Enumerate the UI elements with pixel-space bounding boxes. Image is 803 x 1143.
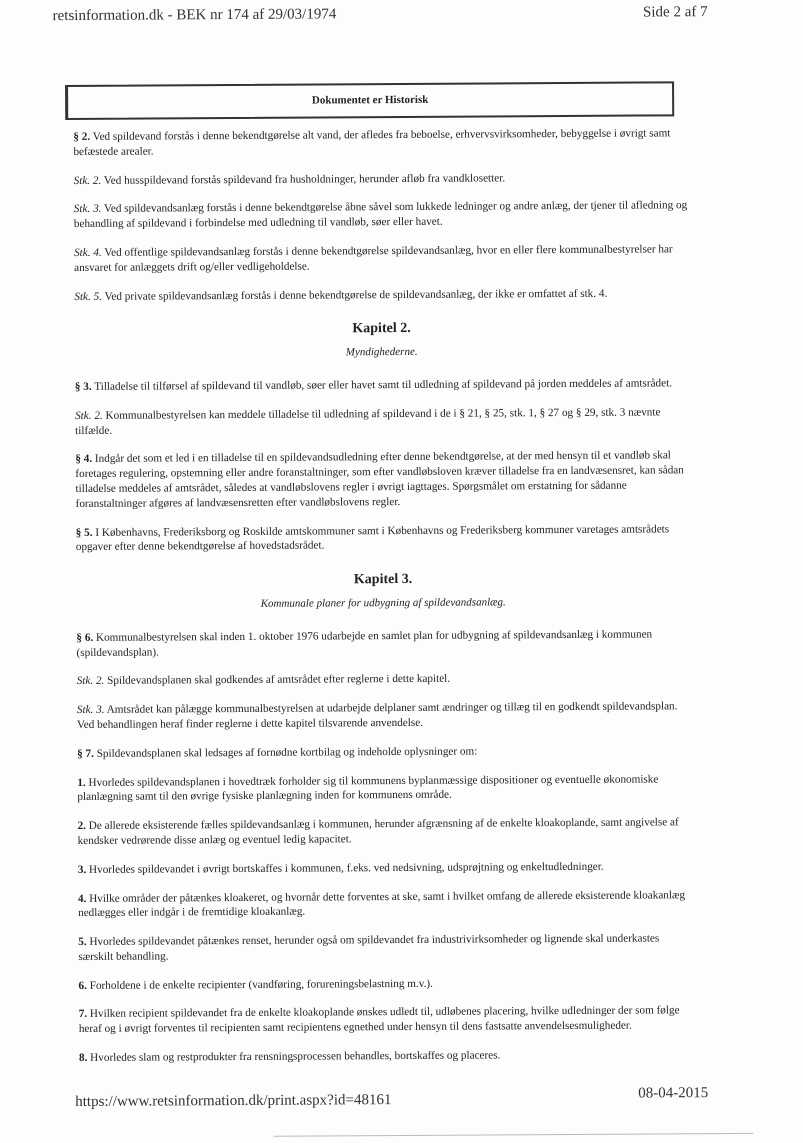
chapter-3-subtitle: Kommunale planer for udbygning af spildevandsanlæg. bbox=[260, 596, 506, 610]
paragraph-label: Stk. 5. bbox=[74, 290, 103, 303]
paragraph bbox=[77, 671, 691, 690]
paragraph bbox=[74, 286, 688, 305]
paragraph bbox=[76, 627, 690, 660]
paragraph-text: Kommunalbestyrelsen kan meddele tilladelse til udledning af spildevand i de i § 21, § 25, stk. 1, § 27 og § 29, stk. 3 nævnte tilfælde. bbox=[75, 406, 661, 437]
header-title: retsinformation.dk - BEK nr 174 af 29/03/1974 bbox=[52, 6, 337, 25]
paragraph-text: Ved spildevand forstås i denne bekendtgørelse alt vand, der afledes fra beboelse, erhvervsvirksomheder, bebyggelse i øvrigt samt befæstede arealer. bbox=[73, 127, 671, 158]
paragraph bbox=[73, 126, 687, 159]
paragraph-label: § 5. bbox=[75, 526, 93, 539]
chapter-2-body bbox=[75, 376, 690, 555]
paragraph-text: Hvorledes slam og restprodukter fra rensningsprocessen behandles, bortskaffes og placeres. bbox=[87, 1049, 501, 1064]
paragraph-text: I Københavns, Frederiksborg og Roskilde amtskommuner samt i Københavns og Frederiksberg kommuner varetages amtsrådets opgaver efter denne bekendtgørelse af hovedstadsrådet. bbox=[75, 522, 670, 554]
paragraph bbox=[78, 975, 692, 994]
paragraph-label: 4. bbox=[77, 892, 87, 905]
paragraph bbox=[74, 199, 688, 232]
paragraph-text: Tilladelse til tilførsel af spildevand til vandløb, søer eller havet samt til udledning af spildevand på jorden meddeles af amtsrådet. bbox=[91, 377, 673, 393]
historic-banner: Dokumentet er Historisk bbox=[65, 81, 674, 120]
paragraph-label: § 3. bbox=[74, 380, 92, 393]
paragraph bbox=[77, 772, 691, 805]
paragraph-label: § 7. bbox=[77, 747, 94, 760]
paragraph-label: Stk. 2. bbox=[75, 409, 103, 422]
paragraph-label: Stk. 2. bbox=[73, 174, 102, 187]
paragraph-text: Hvorledes spildevandsplanen i hovedtræk forholder sig til kommunens byplanmæssige dispositioner og eventuelle økonomiske planlægning samt til den øvrige fysiske planlægning inden for kommunens område. bbox=[77, 772, 659, 804]
paragraph bbox=[79, 1047, 693, 1066]
paragraph-label: Stk. 4. bbox=[74, 246, 102, 259]
paragraph-label: § 2. bbox=[73, 130, 91, 143]
paragraph-text: Spildevandsplanen skal godkendes af amtsrådet efter reglerne i dette kapitel. bbox=[104, 673, 451, 688]
paragraph-text: Ved spildevandsanlæg forstås i denne bekendtgørelse åbne såvel som lukkede ledninger og andre anlæg, der tjener til afledning og behandling af spildevand i forbindelse med udledning til vandløb, søer eller havet. bbox=[73, 199, 688, 231]
paragraph-label: 6. bbox=[78, 979, 87, 992]
paragraph bbox=[78, 931, 692, 964]
footer-url: https://www.retsinformation.dk/print.aspx?id=48161 bbox=[75, 1092, 392, 1110]
paragraph-label: Stk. 3. bbox=[76, 703, 105, 717]
paragraph-text: Ved private spildevandsanlæg forstås i denne bekendtgørelse de spildevandsanlæg, der ikke er omfattet af stk. 4. bbox=[101, 287, 608, 303]
paragraph-text: Kommunalbestyrelsen skal inden 1. oktober 1976 udarbejde en samlet plan for udbygning af spildevandsanlæg i kommunen (spildevandsplan). bbox=[76, 628, 653, 659]
paragraph-label: 1. bbox=[77, 776, 86, 789]
paragraph-text: Forholdene i de enkelte recipienter (vandføring, forureningsbelastning m.v.). bbox=[86, 977, 433, 992]
paragraph bbox=[78, 815, 692, 848]
paragraph-label: § 4. bbox=[75, 453, 93, 466]
paragraph bbox=[77, 743, 691, 762]
paragraph-label: 3. bbox=[77, 863, 87, 876]
paragraph-text: Hvilke områder der påtænkes kloakeret, og hvornår dette forventes at ske, samt i hvilket omfang de allerede eksisterende kloakanlæg nedlægges eller indgår i de fremtidige kloakanlæg. bbox=[78, 888, 686, 920]
paragraph bbox=[74, 242, 688, 275]
paragraph bbox=[77, 699, 691, 732]
chapter-2-title: Kapitel 2. bbox=[352, 321, 411, 337]
page-number: Side 2 af 7 bbox=[642, 4, 708, 21]
section-definitions bbox=[73, 126, 688, 304]
paragraph-label: 5. bbox=[78, 936, 87, 949]
paragraph-text: De allerede eksisterende fælles spildevandsanlæg i kommunen, herunder afgrænsning af de enkelte kloakoplande, samt angivelse af kendsker vedrørende disse anlæg og eventuel ledig kapacitet. bbox=[77, 816, 679, 847]
paragraph bbox=[75, 449, 689, 512]
scan-line bbox=[273, 1133, 753, 1137]
paragraph-label: 8. bbox=[78, 1051, 88, 1065]
paragraph-text: Ved husspildevand forstås spildevand fra husholdninger, herunder afløb fra vandklosetter. bbox=[101, 171, 506, 187]
paragraph-text: Amtsrådet kan pålægge kommunalbestyrelsen at udarbejde delplaner samt ændringer og tillæg til en godkendt spildevandsplan. Ved behandlingen heraf finder reglerne i dette kapitel tilsvarende anvendelse. bbox=[76, 700, 678, 731]
paragraph-text: Hvorledes spildevandet påtænkes renset, herunder også om spildevandet fra industrivirksomheder og lignende skal underkastes særskilt behandling. bbox=[78, 932, 660, 963]
paragraph bbox=[79, 1004, 693, 1037]
paragraph-label: Stk. 3. bbox=[73, 203, 102, 216]
paragraph bbox=[78, 859, 692, 878]
paragraph-text: Indgår det som et led i en tilladelse til en spildevandsudledning efter denne bekendtgørelse, at der med hensyn til et vandløb skal foretages regulering, opstemning eller andre foranstaltninger, som efter vandløbsloven kræver tilladelse fra en landvæsensret, kan sådan tilladelse meddeles af amtsrådet, således at vandløbslovens regler i øvrigt iagttages. Spørgsmålet om erstatning for sådanne foranstaltninger afgøres af landvæsensretten efter vandløbslovens regler. bbox=[75, 449, 684, 510]
paragraph bbox=[75, 376, 689, 395]
document-body bbox=[73, 126, 693, 1080]
paragraph-text: Hvilken recipient spildevandet fra de enkelte kloakoplande ønskes udledt til, udløbenes placering, hvilke udledninger der som følge heraf og i øvrigt forventes til recipienten samt recipientens egnethed under hensyn til dens fastsatte anvendelsesmuligheder. bbox=[78, 1004, 680, 1036]
paragraph-label: 2. bbox=[77, 820, 86, 833]
paragraph bbox=[74, 170, 688, 189]
paragraph bbox=[78, 888, 692, 921]
paragraph-text: Spildevandsplanen skal ledsages af fornødne kortbilag og indeholde oplysninger om: bbox=[93, 745, 478, 760]
paragraph bbox=[76, 522, 690, 555]
paragraph-text: Hvorledes spildevandet i øvrigt bortskaffes i kommunen, f.eks. ved nedsivning, udsprøjtning og enkeltudledninger. bbox=[86, 860, 604, 876]
chapter-2-subtitle: Myndighederne. bbox=[345, 346, 418, 359]
paragraph-label: Stk. 2. bbox=[76, 675, 105, 688]
chapter-3-body bbox=[76, 627, 693, 1066]
footer-date: 08-04-2015 bbox=[638, 1085, 709, 1102]
paragraph-text: Ved offentlige spildevandsanlæg forstås i denne bekendtgørelse spildevandsanlæg, hvor en eller flere kommunalbestyrelser har ansvaret for anlæggets drift og/eller vedligeholdelse. bbox=[74, 243, 673, 274]
paragraph-label: 7. bbox=[78, 1008, 88, 1021]
chapter-3-title: Kapitel 3. bbox=[353, 572, 413, 588]
paragraph-label: § 6. bbox=[76, 631, 94, 644]
paragraph bbox=[75, 405, 689, 438]
